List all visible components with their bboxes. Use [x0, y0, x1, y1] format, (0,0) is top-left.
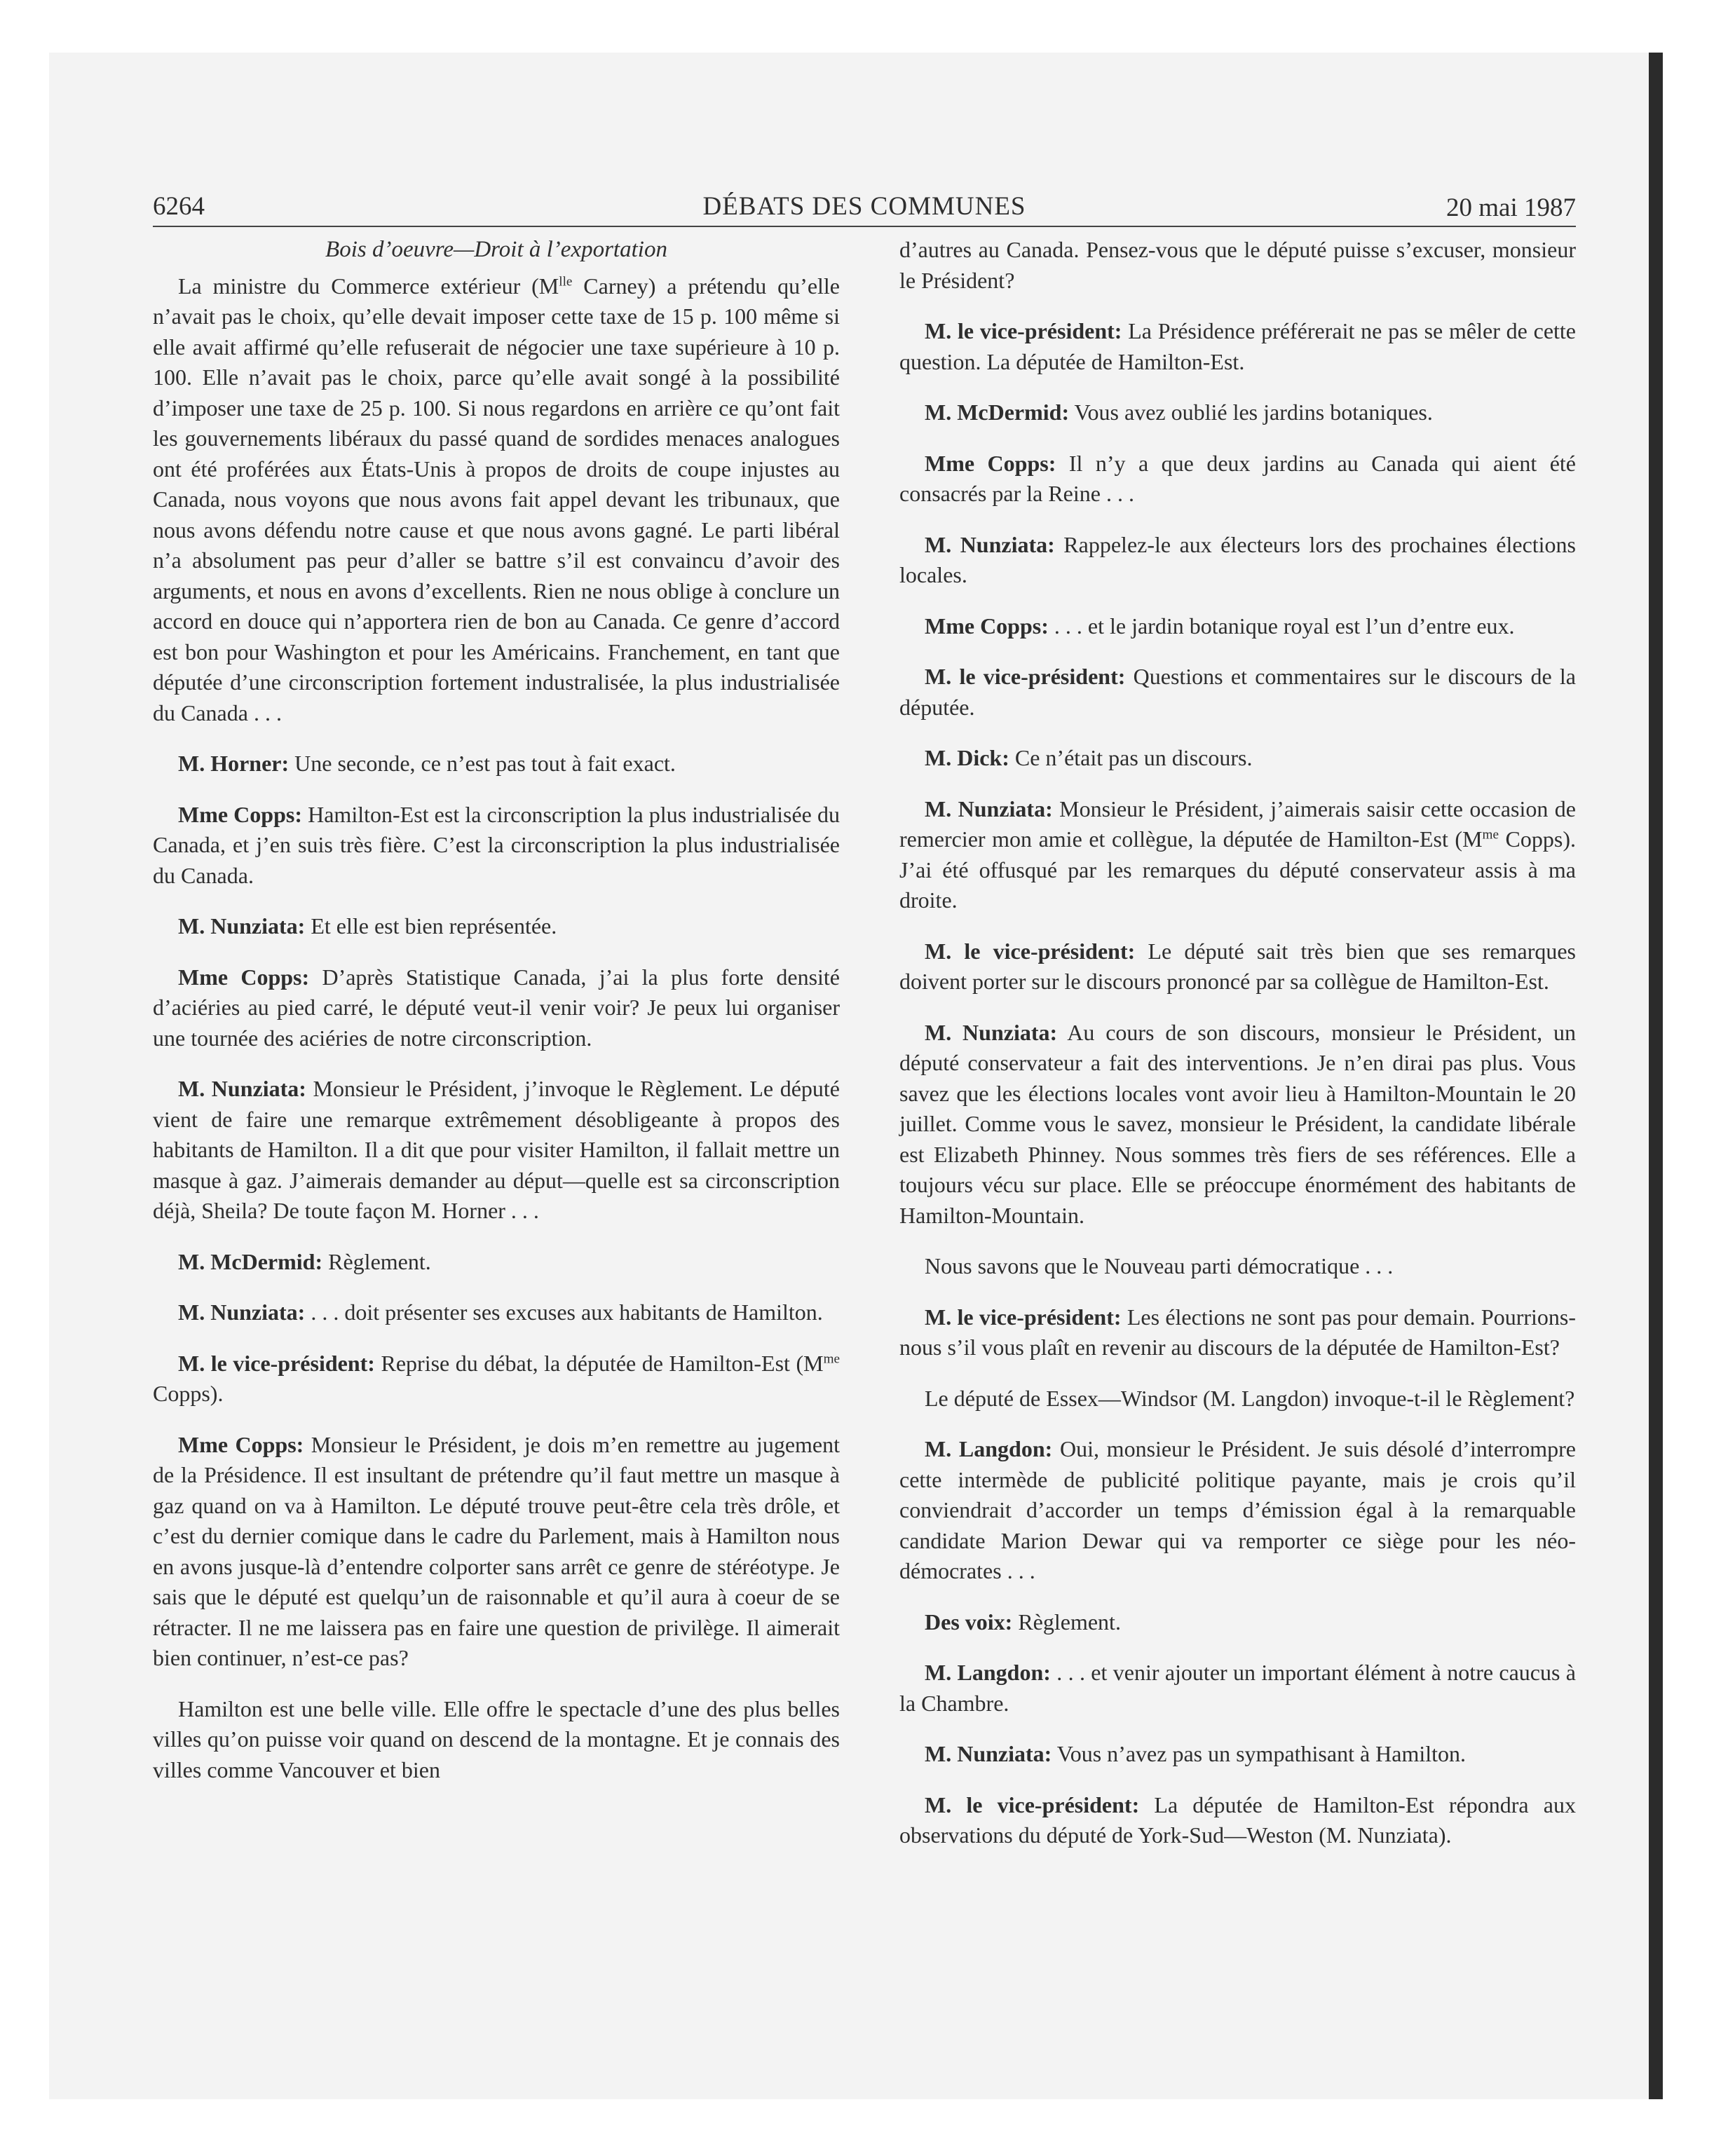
speaker-name: Mme Copps: — [925, 613, 1049, 639]
speech-text: Règlement. — [322, 1248, 431, 1274]
speaker-name: M. le vice-président: — [925, 1304, 1122, 1330]
speech — [153, 1247, 840, 1278]
speech-text: Vous avez oublié les jardins botaniques. — [1069, 400, 1433, 425]
speech-text: Copps). — [153, 1381, 224, 1406]
speaker-name: M. le vice-président: — [925, 938, 1136, 964]
speaker-name: Des voix: — [925, 1609, 1013, 1635]
speech — [899, 1302, 1576, 1363]
speech-text: Oui, monsieur le Président. Je suis désolé d’interrompre cette intermède de publicité politique payante, mais je crois qu’il conviendrait d’accorder un temps d’émission égal à la remarquable candidate Marion Dewar qui va remporter ce siège pour les néo-démocrates . . . — [899, 1436, 1577, 1583]
speech — [153, 749, 840, 779]
speech-text: Les élections ne sont pas pour demain. Pourrions-nous s’il vous plaît en revenir au discours de la députée de Hamilton-Est? — [899, 1304, 1577, 1360]
speech — [153, 800, 840, 892]
paragraph-text: La ministre du Commerce extérieur (M — [178, 273, 559, 299]
speaker-name: M. Horner: — [178, 751, 290, 776]
publication-title: DÉBATS DES COMMUNES — [702, 192, 1026, 221]
speaker-name: Mme Copps: — [925, 450, 1056, 476]
speech-text: Ce n’était pas un discours. — [1009, 745, 1253, 770]
issue-date: 20 mai 1987 — [1446, 193, 1576, 222]
paragraph — [153, 1694, 840, 1786]
speaker-name: Mme Copps: — [178, 964, 310, 990]
speech — [899, 1739, 1576, 1770]
speech — [899, 1018, 1576, 1231]
speech — [153, 1349, 840, 1410]
speech-text: Vous n’avez pas un sympathisant à Hamilton. — [1052, 1741, 1467, 1766]
speech — [899, 1607, 1576, 1638]
speech-text: La députée de Hamilton-Est répondra aux observations du député de York-Sud—Weston (M. Nunziata). — [899, 1792, 1577, 1848]
speech — [899, 1434, 1576, 1587]
speech-text: . . . et le jardin botanique royal est l’un d’entre eux. — [1048, 613, 1515, 639]
speaker-name: M. McDermid: — [178, 1248, 323, 1274]
speech — [899, 611, 1576, 642]
speaker-name: M. Langdon: — [925, 1660, 1051, 1685]
speech-text: Copps). J’ai été offusqué par les remarques du député conservateur assis à ma droite. — [899, 826, 1577, 913]
speaker-name: M. Nunziata: — [178, 1076, 306, 1101]
speaker-name: M. Langdon: — [925, 1436, 1053, 1461]
paragraph-text: Carney) a prétendu qu’elle n’avait pas le choix, qu’elle devait imposer cette taxe de 15 p. 100 même si elle avait affirmé qu’elle refuserait de négocier une taxe supérieure à 10 p. 100. Elle n’avait pas le choix, parce qu’elle avait songé à la possibilité d’imposer une taxe de 25 p. 100. Si nous regardons en arrière ce qu’ont fait les gouvernements libéraux du passé quand de sordides menaces analogues ont été proférées aux États-Unis à propos de droits de coupe injustes au Canada, nous voyons que nous avons fait appel devant les tribunaux, que nous avons défendu notre cause et que nous avons gagné. Le parti libéral n’a absolument pas peur d’aller se battre s’il est convaincu d’avoir des arguments, et nous en avons d’excellents. Rien ne nous oblige à conclure un accord en douce qui n’apportera rien de bon au Canada. Ce genre d’accord est bon pour Washington et pour les Américains. Franchement, en tant que députée d’une circonscription fortement industralisée, la plus industrialisée du Canada . . . — [153, 273, 841, 725]
paragraph-text: d’autres au Canada. Pensez-vous que le député puisse s’excuser, monsieur le Président? — [899, 237, 1576, 293]
superscript: me — [1482, 827, 1499, 842]
speech — [899, 397, 1576, 428]
superscript: lle — [559, 273, 573, 289]
speech-text: Au cours de son discours, monsieur le Président, un député conservateur a fait des interventions. Je n’en dirai pas plus. Vous savez que les élections locales vont avoir lieu à Hamilton-Mountain le 20 juillet. Comme vous le savez, monsieur le Président, la candidate libérale est Elizabeth Phinney. Nous sommes très fiers de ses références. Elle a toujours vécu sur place. Elle se préoccupe énormément des habitants de Hamilton-Mountain. — [899, 1019, 1576, 1228]
speaker-name: M. Nunziata: — [925, 796, 1053, 821]
speaker-name: M. Nunziata: — [178, 1299, 306, 1325]
speech-text: Reprise du débat, la députée de Hamilton-Est (M — [374, 1350, 824, 1376]
speech — [899, 449, 1576, 510]
speech-text: Règlement. — [1012, 1609, 1121, 1635]
paragraph — [153, 271, 840, 729]
right-column — [899, 235, 1576, 1871]
speaker-name: M. Nunziata: — [178, 913, 306, 939]
speaker-name: M. Nunziata: — [925, 1741, 1052, 1766]
page-edge-shadow — [1649, 53, 1663, 2099]
speaker-name: M. le vice-président: — [925, 1792, 1140, 1817]
speech — [899, 743, 1576, 774]
running-header — [153, 184, 1576, 227]
speaker-name: M. le vice-président: — [925, 318, 1122, 343]
speech — [899, 530, 1576, 591]
speech-text: Le député sait très bien que ses remarques doivent porter sur le discours prononcé par sa collègue de Hamilton-Est. — [899, 938, 1577, 994]
speaker-name: M. le vice-président: — [925, 664, 1126, 689]
speech-text: Rappelez-le aux électeurs lors des prochaines élections locales. — [899, 531, 1577, 587]
speech — [153, 962, 840, 1054]
speech-text: D’après Statistique Canada, j’ai la plus forte densité d’aciéries au pied carré, le député veut-il venir voir? Je peux lui organiser une tournée des aciéries de notre circonscription. — [153, 964, 841, 1051]
speaker-name: M. Nunziata: — [925, 531, 1055, 557]
page-number: 6264 — [153, 192, 205, 221]
superscript: me — [823, 1351, 841, 1366]
paragraph — [899, 1384, 1576, 1414]
speech — [899, 1658, 1576, 1719]
speech — [899, 794, 1576, 916]
speech-text: Une seconde, ce n’est pas tout à fait exact. — [289, 751, 676, 776]
speaker-name: M. McDermid: — [925, 400, 1070, 425]
section-title: Bois d’oeuvre—Droit à l’exportation — [325, 237, 667, 262]
speech — [153, 1297, 840, 1328]
speech-text: Monsieur le Président, j’invoque le Règlement. Le député vient de faire une remarque extrêmement désobligeante à propos des habitants de Hamilton. Il a dit que pour visiter Hamilton, il fallait mettre un masque à gaz. J’aimerais demander au déput—quelle est sa circonscription déjà, Sheila? De toute façon M. Horner . . . — [153, 1076, 841, 1223]
speech-text: Questions et commentaires sur le discours de la députée. — [899, 664, 1577, 720]
speaker-name: M. Nunziata: — [925, 1019, 1058, 1045]
speech — [153, 1074, 840, 1227]
speech — [899, 662, 1576, 723]
paragraph-text: Hamilton est une belle ville. Elle offre le spectacle d’une des plus belles villes qu’on puisse voir quand on descend de la montagne. Et je connais des villes comme Vancouver et bien — [153, 1696, 840, 1782]
speech-text: Et elle est bien représentée. — [305, 913, 557, 939]
speech-text: Monsieur le Président, je dois m’en remettre au jugement de la Présidence. Il est insultant de prétendre qu’il faut mettre un masque à gaz quand on va à Hamilton. Le député trouve peut-être cela très drôle, et c’est du dernier comique dans le cadre du Parlement, mais à Hamilton nous en avons jusque-là d’entendre colporter sans arrêt ce genre de stéréotype. Je sais que le député est quelqu’un de raisonnable et qu’il aura à coeur de se rétracter. Il ne me laissera pas en faire une question de privilège. Il aimerait bien continuer, n’est-ce pas? — [153, 1431, 840, 1670]
speech-text: La Présidence préférerait ne pas se mêler de cette question. La députée de Hamilton-Est. — [899, 318, 1577, 374]
left-column — [153, 235, 840, 1806]
speech — [899, 936, 1576, 997]
speech-text: Hamilton-Est est la circonscription la plus industrialisée du Canada, et j’en suis très fière. C’est la circonscription la plus industrialisée du Canada. — [153, 801, 841, 888]
speech — [153, 911, 840, 942]
paragraph — [899, 1251, 1576, 1282]
speaker-name: M. Dick: — [925, 745, 1009, 770]
speaker-name: M. le vice-président: — [178, 1350, 375, 1376]
paragraph-continuation — [899, 235, 1576, 296]
speech — [899, 316, 1576, 377]
speech-text: . . . doit présenter ses excuses aux habitants de Hamilton. — [305, 1299, 823, 1325]
speech-text: Monsieur le Président, j’aimerais saisir cette occasion de remercier mon amie et collègue, la députée de Hamilton-Est (M — [899, 796, 1577, 852]
speech — [899, 1790, 1576, 1851]
paragraph-text: Nous savons que le Nouveau parti démocratique . . . — [925, 1253, 1394, 1278]
speech-text: . . . et venir ajouter un important élément à notre caucus à la Chambre. — [899, 1660, 1577, 1716]
speaker-name: Mme Copps: — [178, 801, 302, 827]
speech-text: Il n’y a que deux jardins au Canada qui aient été consacrés par la Reine . . . — [899, 450, 1577, 506]
paragraph-text: Le député de Essex—Windsor (M. Langdon) invoque-t-il le Règlement? — [925, 1385, 1575, 1411]
speech — [153, 1430, 840, 1674]
speaker-name: Mme Copps: — [178, 1431, 304, 1457]
